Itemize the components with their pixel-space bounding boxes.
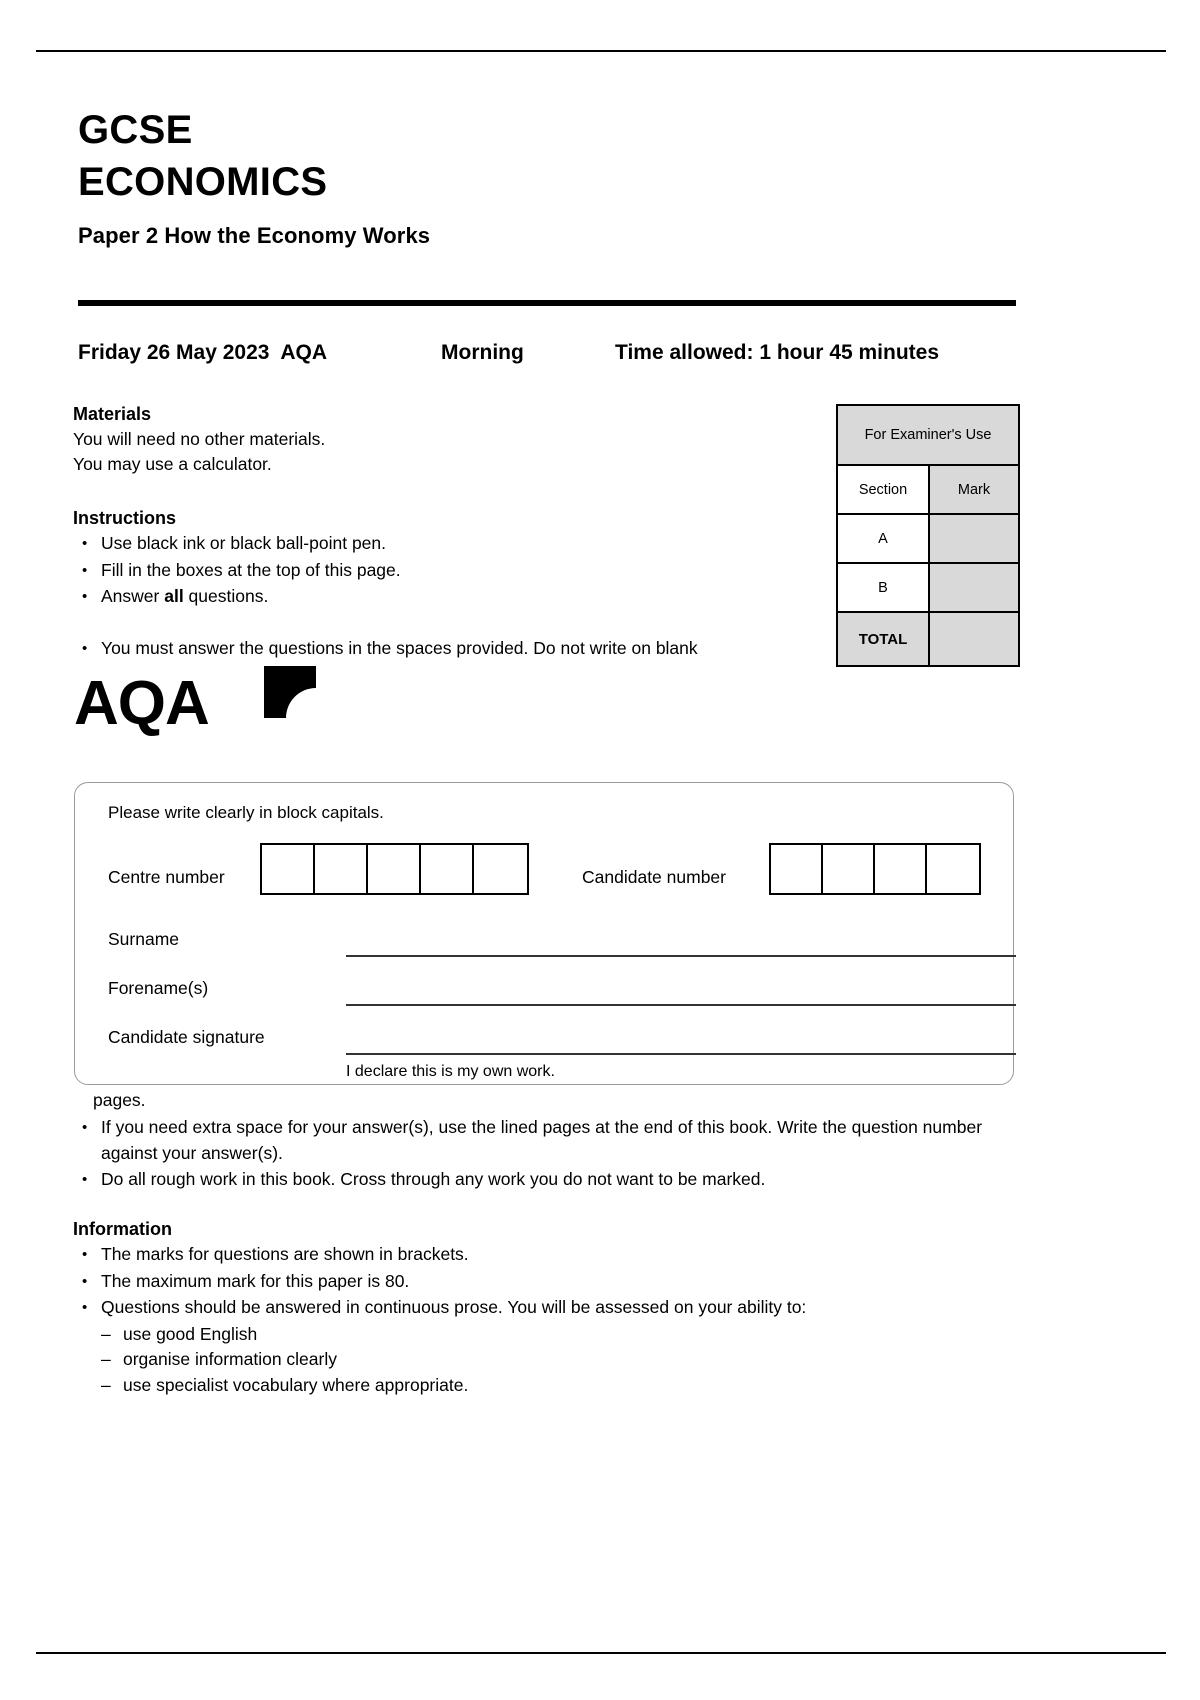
forenames-field-row <box>108 972 988 1014</box>
candidate-number-label: Candidate number <box>582 867 726 887</box>
aqa-leaf-icon <box>264 666 316 718</box>
candidate-number-cell[interactable] <box>927 845 979 893</box>
instruction-item-ink: • Use black ink or black ball-point pen. <box>73 531 833 557</box>
examiner-use-table <box>836 404 1020 667</box>
subject-title: ECONOMICS <box>78 160 328 204</box>
information-item-prose: • Questions should be answered in continuous prose. You will be assessed on your ability to: <box>73 1295 1033 1321</box>
examiner-table-title: For Examiner's Use <box>838 406 1018 466</box>
instruction-item-answer-all <box>73 584 833 610</box>
section-a-label: A <box>838 515 930 562</box>
information-list <box>73 1242 1033 1321</box>
centre-number-input[interactable] <box>260 843 529 895</box>
examiner-row-section-a <box>838 515 1018 564</box>
forenames-input[interactable] <box>346 1004 1016 1006</box>
instruction-item-extra-space: • If you need extra space for your answer(s), use the lined pages at the end of this book. Write the question number against your answer(s). <box>73 1115 1033 1166</box>
declaration-text: I declare this is my own work. <box>346 1063 555 1080</box>
centre-number-cell[interactable] <box>368 845 421 893</box>
centre-number-cell[interactable] <box>474 845 527 893</box>
information-sub-list <box>73 1322 1033 1399</box>
aqa-logo-text: AQA <box>74 669 209 738</box>
examiner-row-section-b <box>838 564 1018 613</box>
candidate-number-input[interactable] <box>769 843 981 895</box>
aqa-logo <box>74 668 318 743</box>
total-mark[interactable] <box>930 613 1018 665</box>
centre-number-cell[interactable] <box>315 845 368 893</box>
instruction-item-rough-work: • Do all rough work in this book. Cross through any work you do not want to be marked. <box>73 1167 1033 1193</box>
candidate-number-cell[interactable] <box>823 845 875 893</box>
signature-input[interactable] <box>346 1053 1016 1055</box>
surname-field-row <box>108 923 988 965</box>
instruction-item-spaces: • You must answer the questions in the spaces provided. Do not write on blank <box>73 636 833 662</box>
examiner-row-total <box>838 613 1018 665</box>
materials-line-2: You may use a calculator. <box>73 454 272 474</box>
examiner-col-section: Section <box>838 466 930 513</box>
title-block <box>78 105 1018 253</box>
examiner-table-header-row <box>838 466 1018 515</box>
paper-title: Paper 2 How the Economy Works <box>78 223 431 248</box>
title-divider-rule <box>78 300 1016 306</box>
information-item-marks: • The marks for questions are shown in brackets. <box>73 1242 1033 1268</box>
information-section <box>73 1216 1033 1398</box>
materials-line-1: You will need no other materials. <box>73 429 326 449</box>
instructions-heading: Instructions <box>73 508 177 528</box>
instruction-item-boxes: • Fill in the boxes at the top of this page. <box>73 558 833 584</box>
information-item-max-mark: • The maximum mark for this paper is 80. <box>73 1269 1033 1295</box>
answer-all-bold: all <box>164 586 184 606</box>
sub-item-vocabulary: – use specialist vocabulary where appropriate. <box>101 1373 1033 1399</box>
section-a-mark[interactable] <box>930 515 1018 562</box>
instructions-continued-list <box>73 1115 1033 1194</box>
qualification-title: GCSE <box>78 108 193 152</box>
surname-input[interactable] <box>346 955 1016 957</box>
exam-session: Morning <box>441 341 524 364</box>
pages-continuation-word: pages. <box>93 1090 146 1110</box>
section-b-mark[interactable] <box>930 564 1018 611</box>
page-bottom-rule <box>36 1652 1166 1654</box>
section-b-label: B <box>838 564 930 611</box>
information-heading: Information <box>73 1219 172 1239</box>
exam-date: Friday 26 May 2023 AQA <box>78 341 328 364</box>
instructions-list <box>73 531 833 661</box>
page-top-rule <box>36 50 1166 52</box>
instructions-section <box>73 505 833 662</box>
centre-number-cell[interactable] <box>421 845 474 893</box>
candidate-number-cell[interactable] <box>771 845 823 893</box>
candidate-number-cell[interactable] <box>875 845 927 893</box>
exam-time-allowed: Time allowed: 1 hour 45 minutes <box>615 341 940 364</box>
materials-heading: Materials <box>73 404 152 424</box>
centre-number-cell[interactable] <box>262 845 315 893</box>
forenames-label: Forename(s) <box>108 978 209 998</box>
materials-section <box>73 401 773 477</box>
block-capitals-note: Please write clearly in block capitals. <box>108 803 384 822</box>
answer-suffix: questions. <box>183 586 269 606</box>
sub-item-good-english: – use good English <box>101 1322 1033 1348</box>
candidate-details-box <box>74 782 1014 1085</box>
surname-label: Surname <box>108 929 180 949</box>
signature-field-row <box>108 1021 988 1080</box>
centre-number-label: Centre number <box>108 867 225 887</box>
signature-label: Candidate signature <box>108 1027 265 1047</box>
answer-prefix: Answer <box>101 586 165 606</box>
total-label: TOTAL <box>838 613 930 665</box>
exam-details-line <box>78 341 1018 371</box>
sub-item-organise: – organise information clearly <box>101 1347 1033 1373</box>
examiner-col-mark: Mark <box>930 466 1018 513</box>
